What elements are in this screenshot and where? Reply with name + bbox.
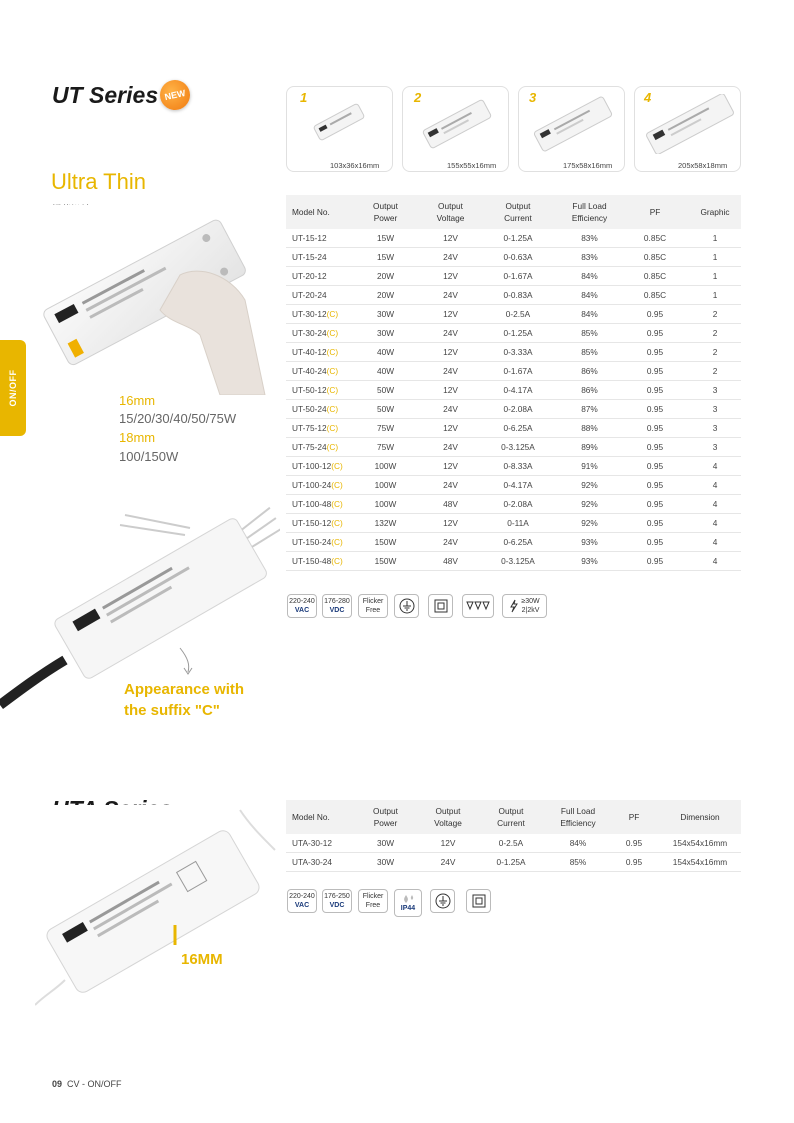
cell-power: 40W bbox=[348, 362, 423, 381]
spec-18mm-watts: 100/150W bbox=[119, 449, 179, 464]
uta-thickness-label: 16MM bbox=[181, 951, 223, 968]
cell-efficiency: 92% bbox=[558, 514, 621, 533]
thumb-2-dimension: 155x55x16mm bbox=[447, 161, 497, 170]
cell-power: 75W bbox=[348, 419, 423, 438]
uta-cert-vac: 220-240 VAC bbox=[287, 889, 317, 913]
cell-pf: 0.95 bbox=[621, 457, 689, 476]
table-row bbox=[286, 343, 741, 362]
table-row bbox=[286, 476, 741, 495]
cell-voltage: 12V bbox=[423, 381, 478, 400]
cell-voltage: 24V bbox=[423, 533, 478, 552]
cell-power: 20W bbox=[348, 267, 423, 286]
cell-model: UT-50-12(C) bbox=[286, 381, 348, 400]
cell-graphic: 1 bbox=[689, 267, 741, 286]
cell-model: UT-50-24(C) bbox=[286, 400, 348, 419]
cell-model: UTA-30-24 bbox=[286, 853, 350, 872]
cell-graphic: 2 bbox=[689, 305, 741, 324]
cell-power: 100W bbox=[348, 495, 423, 514]
cell-current: 0-2.5A bbox=[475, 834, 547, 853]
table-row bbox=[286, 267, 741, 286]
uta-product-photo bbox=[35, 805, 280, 1015]
thumb-1-dimension: 103x36x16mm bbox=[330, 161, 380, 170]
cell-pf: 0.95 bbox=[621, 381, 689, 400]
cell-graphic: 4 bbox=[689, 514, 741, 533]
cell-efficiency: 83% bbox=[558, 229, 621, 248]
spec-16mm-watts: 15/20/30/40/50/75W bbox=[119, 411, 237, 426]
cell-graphic: 1 bbox=[689, 248, 741, 267]
uta-cert-flicker: Flicker Free bbox=[358, 889, 388, 913]
cell-efficiency: 92% bbox=[558, 476, 621, 495]
thumb-2-number: 2 bbox=[414, 90, 422, 105]
cell-model: UT-100-12(C) bbox=[286, 457, 348, 476]
cell-voltage: 48V bbox=[423, 552, 478, 571]
cell-model: UT-30-12(C) bbox=[286, 305, 348, 324]
water-drop-icon bbox=[401, 894, 415, 904]
uta-ground-icon bbox=[430, 889, 455, 913]
uta-col-power: Output Power bbox=[350, 800, 421, 834]
cell-efficiency: 85% bbox=[547, 853, 609, 872]
col-graphic: Graphic bbox=[689, 195, 741, 229]
cell-current: 0-11A bbox=[478, 514, 558, 533]
uta-col-current: Output Current bbox=[475, 800, 547, 834]
cell-voltage: 24V bbox=[423, 476, 478, 495]
cell-pf: 0.95 bbox=[621, 343, 689, 362]
cell-current: 0-2.08A bbox=[478, 495, 558, 514]
cell-model: UT-20-12 bbox=[286, 267, 348, 286]
thumb-1-number: 1 bbox=[300, 90, 308, 105]
cell-model: UT-15-12 bbox=[286, 229, 348, 248]
cell-voltage: 24V bbox=[423, 248, 478, 267]
cell-graphic: 2 bbox=[689, 362, 741, 381]
page-footer bbox=[52, 1079, 122, 1089]
cell-graphic: 3 bbox=[689, 419, 741, 438]
cell-power: 15W bbox=[348, 229, 423, 248]
table-row bbox=[286, 324, 741, 343]
cell-graphic: 3 bbox=[689, 438, 741, 457]
side-tab-label: ON/OFF bbox=[8, 369, 18, 407]
cell-graphic: 3 bbox=[689, 400, 741, 419]
ground-icon bbox=[394, 594, 419, 618]
thumb-4-number: 4 bbox=[644, 90, 652, 105]
cell-voltage: 12V bbox=[423, 305, 478, 324]
uta-col-efficiency: Full Load Efficiency bbox=[547, 800, 609, 834]
cell-model: UT-30-24(C) bbox=[286, 324, 348, 343]
cell-graphic: 2 bbox=[689, 343, 741, 362]
cell-power: 150W bbox=[348, 533, 423, 552]
cell-voltage: 24V bbox=[423, 438, 478, 457]
cell-model: UT-40-24(C) bbox=[286, 362, 348, 381]
cell-efficiency: 84% bbox=[547, 834, 609, 853]
cell-graphic: 4 bbox=[689, 457, 741, 476]
ut-cert-vdc: 176-280 VDC bbox=[322, 594, 352, 618]
cell-power: 50W bbox=[348, 400, 423, 419]
cell-model: UT-150-12(C) bbox=[286, 514, 348, 533]
cell-pf: 0.95 bbox=[621, 400, 689, 419]
cell-efficiency: 86% bbox=[558, 362, 621, 381]
ut-spec-table bbox=[286, 195, 741, 571]
cell-pf: 0.95 bbox=[621, 476, 689, 495]
cell-current: 0-0.83A bbox=[478, 286, 558, 305]
cell-power: 40W bbox=[348, 343, 423, 362]
cell-model: UT-150-48(C) bbox=[286, 552, 348, 571]
uta-spec-table bbox=[286, 800, 741, 872]
table-row bbox=[286, 381, 741, 400]
cell-voltage: 12V bbox=[423, 267, 478, 286]
spec-18mm: 18mm bbox=[119, 430, 156, 445]
cell-graphic: 1 bbox=[689, 229, 741, 248]
ut-cert-surge: ≥30W 2|2kV bbox=[502, 594, 547, 618]
cell-efficiency: 89% bbox=[558, 438, 621, 457]
cell-dimension: 154x54x16mm bbox=[659, 834, 741, 853]
col-model: Model No. bbox=[286, 195, 348, 229]
cell-efficiency: 88% bbox=[558, 419, 621, 438]
cell-current: 0-0.63A bbox=[478, 248, 558, 267]
cell-current: 0-3.33A bbox=[478, 343, 558, 362]
cell-pf: 0.85C bbox=[621, 267, 689, 286]
cell-pf: 0.95 bbox=[621, 514, 689, 533]
appearance-note bbox=[124, 679, 244, 721]
cell-pf: 0.95 bbox=[609, 834, 659, 853]
cell-efficiency: 85% bbox=[558, 324, 621, 343]
table-row bbox=[286, 419, 741, 438]
cell-voltage: 24V bbox=[423, 362, 478, 381]
cell-current: 0-4.17A bbox=[478, 476, 558, 495]
col-pf: PF bbox=[621, 195, 689, 229]
cell-efficiency: 84% bbox=[558, 267, 621, 286]
cell-pf: 0.95 bbox=[621, 305, 689, 324]
cell-power: 30W bbox=[348, 324, 423, 343]
thumb-3-number: 3 bbox=[529, 90, 537, 105]
cell-current: 0-1.25A bbox=[478, 229, 558, 248]
col-voltage: Output Voltage bbox=[423, 195, 478, 229]
cell-power: 15W bbox=[348, 248, 423, 267]
cell-voltage: 24V bbox=[421, 853, 475, 872]
col-current: Output Current bbox=[478, 195, 558, 229]
cell-voltage: 12V bbox=[423, 229, 478, 248]
cell-power: 100W bbox=[348, 457, 423, 476]
cell-current: 0-3.125A bbox=[478, 552, 558, 571]
cell-model: UTA-30-12 bbox=[286, 834, 350, 853]
cell-pf: 0.95 bbox=[621, 419, 689, 438]
cell-efficiency: 87% bbox=[558, 400, 621, 419]
col-efficiency: Full Load Efficiency bbox=[558, 195, 621, 229]
cell-power: 132W bbox=[348, 514, 423, 533]
cell-pf: 0.95 bbox=[621, 495, 689, 514]
cell-power: 100W bbox=[348, 476, 423, 495]
thumb-4-dimension: 205x58x18mm bbox=[678, 161, 728, 170]
uta-col-model: Model No. bbox=[286, 800, 350, 834]
appearance-line-2: the suffix "C" bbox=[124, 702, 220, 719]
ut-table-header bbox=[286, 195, 741, 229]
table-row bbox=[286, 438, 741, 457]
table-row bbox=[286, 533, 741, 552]
cell-efficiency: 92% bbox=[558, 495, 621, 514]
cell-pf: 0.85C bbox=[621, 248, 689, 267]
cell-efficiency: 84% bbox=[558, 286, 621, 305]
cell-pf: 0.95 bbox=[621, 552, 689, 571]
cell-pf: 0.85C bbox=[621, 286, 689, 305]
cell-voltage: 12V bbox=[423, 457, 478, 476]
table-row bbox=[286, 400, 741, 419]
footer-section: CV - ON/OFF bbox=[67, 1079, 122, 1089]
cell-voltage: 24V bbox=[423, 324, 478, 343]
cell-efficiency: 93% bbox=[558, 552, 621, 571]
table-row bbox=[286, 552, 741, 571]
col-power: Output Power bbox=[348, 195, 423, 229]
uta-col-dimension: Dimension bbox=[659, 800, 741, 834]
cell-pf: 0.95 bbox=[621, 438, 689, 457]
cell-voltage: 12V bbox=[423, 419, 478, 438]
spec-16mm: 16mm bbox=[119, 393, 156, 408]
cell-power: 30W bbox=[350, 853, 421, 872]
cell-current: 0-1.67A bbox=[478, 362, 558, 381]
uta-cert-vdc: 176-250 VDC bbox=[322, 889, 352, 913]
cell-model: UT-40-12(C) bbox=[286, 343, 348, 362]
cell-current: 0-1.25A bbox=[478, 324, 558, 343]
page-number: 09 bbox=[52, 1079, 63, 1089]
cell-pf: 0.95 bbox=[609, 853, 659, 872]
cell-voltage: 12V bbox=[423, 514, 478, 533]
table-row bbox=[286, 305, 741, 324]
cell-model: UT-150-24(C) bbox=[286, 533, 348, 552]
table-row bbox=[286, 495, 741, 514]
cell-efficiency: 86% bbox=[558, 381, 621, 400]
cell-model: UT-100-24(C) bbox=[286, 476, 348, 495]
table-row bbox=[286, 853, 741, 872]
cell-power: 75W bbox=[348, 438, 423, 457]
uta-col-voltage: Output Voltage bbox=[421, 800, 475, 834]
new-badge: NEW bbox=[157, 77, 193, 113]
cell-pf: 0.95 bbox=[621, 533, 689, 552]
cell-current: 0-6.25A bbox=[478, 419, 558, 438]
cell-voltage: 12V bbox=[423, 343, 478, 362]
table-row bbox=[286, 229, 741, 248]
cell-efficiency: 83% bbox=[558, 248, 621, 267]
cell-pf: 0.95 bbox=[621, 362, 689, 381]
table-row bbox=[286, 248, 741, 267]
appearance-line-1: Appearance with bbox=[124, 681, 245, 698]
table-row bbox=[286, 514, 741, 533]
uta-class-ii-icon bbox=[466, 889, 491, 913]
cell-voltage: 48V bbox=[423, 495, 478, 514]
cell-graphic: 4 bbox=[689, 495, 741, 514]
cell-current: 0-2.08A bbox=[478, 400, 558, 419]
cell-model: UT-15-24 bbox=[286, 248, 348, 267]
cell-voltage: 12V bbox=[421, 834, 475, 853]
section-side-tab bbox=[0, 340, 26, 436]
ut-cert-vac: 220-240 VAC bbox=[287, 594, 317, 618]
cell-current: 0-6.25A bbox=[478, 533, 558, 552]
uta-cert-ip: IP44 bbox=[394, 889, 422, 917]
cell-graphic: 4 bbox=[689, 552, 741, 571]
furniture-mount-icon bbox=[462, 594, 494, 618]
cell-pf: 0.95 bbox=[621, 324, 689, 343]
cell-model: UT-75-24(C) bbox=[286, 438, 348, 457]
ut-product-photo bbox=[30, 205, 270, 395]
table-row bbox=[286, 834, 741, 853]
cell-power: 20W bbox=[348, 286, 423, 305]
table-row bbox=[286, 286, 741, 305]
cell-model: UT-20-24 bbox=[286, 286, 348, 305]
cell-dimension: 154x54x16mm bbox=[659, 853, 741, 872]
cell-model: UT-100-48(C) bbox=[286, 495, 348, 514]
cell-current: 0-8.33A bbox=[478, 457, 558, 476]
thumb-3-dimension: 175x58x16mm bbox=[563, 161, 613, 170]
table-row bbox=[286, 362, 741, 381]
ut-cert-flicker: Flicker Free bbox=[358, 594, 388, 618]
cell-current: 0-1.67A bbox=[478, 267, 558, 286]
cell-power: 30W bbox=[350, 834, 421, 853]
cell-power: 30W bbox=[348, 305, 423, 324]
cell-graphic: 2 bbox=[689, 324, 741, 343]
ultra-thin-headline: Ultra Thin bbox=[51, 169, 146, 194]
cell-efficiency: 93% bbox=[558, 533, 621, 552]
class-ii-icon bbox=[428, 594, 453, 618]
table-row bbox=[286, 457, 741, 476]
cell-model: UT-75-12(C) bbox=[286, 419, 348, 438]
cell-efficiency: 85% bbox=[558, 343, 621, 362]
cell-current: 0-2.5A bbox=[478, 305, 558, 324]
cell-current: 0-4.17A bbox=[478, 381, 558, 400]
cell-power: 50W bbox=[348, 381, 423, 400]
surge-bolt-icon bbox=[509, 599, 519, 613]
cell-pf: 0.85C bbox=[621, 229, 689, 248]
uta-col-pf: PF bbox=[609, 800, 659, 834]
cell-graphic: 1 bbox=[689, 286, 741, 305]
cell-current: 0-3.125A bbox=[478, 438, 558, 457]
cell-graphic: 4 bbox=[689, 476, 741, 495]
uta-table-header bbox=[286, 800, 741, 834]
cell-power: 150W bbox=[348, 552, 423, 571]
cell-voltage: 24V bbox=[423, 286, 478, 305]
ut-series-title: UT Series bbox=[52, 82, 159, 108]
cell-voltage: 24V bbox=[423, 400, 478, 419]
cell-efficiency: 91% bbox=[558, 457, 621, 476]
cell-efficiency: 84% bbox=[558, 305, 621, 324]
cell-graphic: 4 bbox=[689, 533, 741, 552]
cell-graphic: 3 bbox=[689, 381, 741, 400]
cell-current: 0-1.25A bbox=[475, 853, 547, 872]
